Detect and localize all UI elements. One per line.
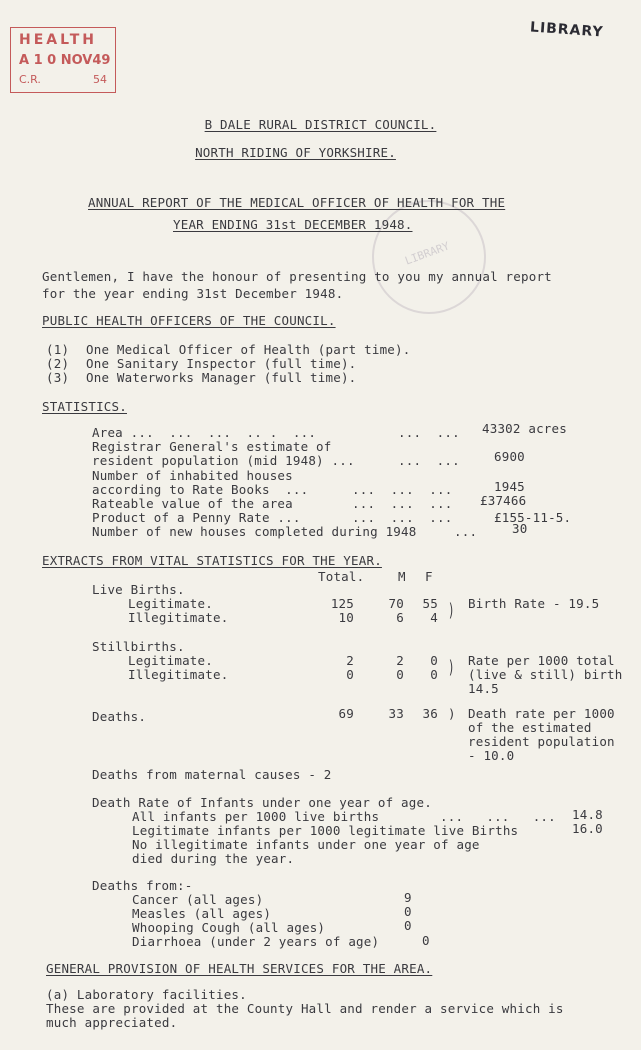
lb-illegit-f: 4: [430, 610, 438, 625]
infant-all-label: All infants per 1000 live births: [132, 809, 380, 824]
cause-cancer: Cancer (all ages): [132, 892, 264, 907]
stat-label-1: Area ... ... ... .. . ...: [92, 425, 317, 440]
stat-value-5: 1945: [494, 479, 525, 494]
birth-rate: Birth Rate - 19.5: [468, 596, 600, 611]
cause-diarrhoea: Diarrhoea (under 2 years of age): [132, 934, 380, 949]
live-births-label: Live Births.: [92, 582, 185, 597]
officer-text-2: One Sanitary Inspector (full time).: [86, 356, 357, 371]
stat-value-6: £37466: [480, 493, 527, 508]
col-f-header: F: [425, 569, 433, 584]
stat-dots-7: ... ... ...: [352, 510, 461, 525]
lab-text-1: These are provided at the County Hall and render a service which is: [46, 1001, 564, 1016]
infant-none-1: No illegitimate infants under one year of age: [132, 837, 480, 852]
sb-illegit-total: 0: [346, 667, 354, 682]
deaths-m: 33: [388, 706, 404, 721]
lb-bracket: ): [448, 600, 455, 621]
lab-facilities: (a) Laboratory facilities.: [46, 987, 247, 1002]
stamp-line-4: 54: [93, 73, 107, 86]
col-total-header: Total.: [318, 569, 365, 584]
vital-heading: EXTRACTS FROM VITAL STATISTICS FOR THE YEAR.: [42, 553, 382, 568]
still-rate-1: Rate per 1000 total: [468, 653, 615, 668]
sb-legit-f: 0: [430, 653, 438, 668]
stat-value-7: £155-11-5.: [494, 510, 572, 525]
infant-legit-label: Legitimate infants per 1000 legitimate live Births: [132, 823, 519, 838]
watermark-text: LIBRARY: [403, 239, 452, 268]
infant-legit-value: 16.0: [572, 821, 603, 836]
statistics-heading: STATISTICS.: [42, 399, 127, 414]
cause-measles: Measles (all ages): [132, 906, 272, 921]
death-rate-3: resident population: [468, 734, 615, 749]
lb-illegit-m: 6: [396, 610, 404, 625]
stat-label-4: Number of inhabited houses: [92, 468, 293, 483]
stat-label-7: Product of a Penny Rate ...: [92, 510, 301, 525]
still-rate-2: (live & still) birth: [468, 667, 623, 682]
stillbirths-label: Stillbirths.: [92, 639, 185, 654]
lb-legit-label: Legitimate.: [128, 596, 213, 611]
cause-whooping-value: 0: [404, 918, 412, 933]
officer-text-3: One Waterworks Manager (full time).: [86, 370, 357, 385]
stamp-line-1: HEALTH: [19, 32, 97, 48]
library-stamp: LIBRARY: [529, 19, 605, 41]
officer-text-1: One Medical Officer of Health (part time).: [86, 342, 411, 357]
stat-dots-8: ...: [454, 524, 485, 539]
deaths-from-label: Deaths from:-: [92, 878, 193, 893]
cause-whooping: Whooping Cough (all ages): [132, 920, 326, 935]
lb-legit-f: 55: [422, 596, 438, 611]
stat-label-5: according to Rate Books ...: [92, 482, 309, 497]
deaths-f: 36: [422, 706, 438, 721]
stat-value-8: 30: [512, 521, 528, 536]
stat-dots-1: ... ...: [398, 425, 468, 440]
report-title-line-2: YEAR ENDING 31st DECEMBER 1948.: [173, 217, 413, 232]
stat-value-3: 6900: [494, 449, 525, 464]
cause-measles-value: 0: [404, 904, 412, 919]
officers-heading: PUBLIC HEALTH OFFICERS OF THE COUNCIL.: [42, 313, 336, 328]
sb-legit-m: 2: [396, 653, 404, 668]
col-m-header: M: [398, 569, 406, 584]
infant-none-2: died during the year.: [132, 851, 295, 866]
stat-label-6: Rateable value of the area: [92, 496, 293, 511]
sb-illegit-label: Illegitimate.: [128, 667, 229, 682]
death-rate-4: - 10.0: [468, 748, 515, 763]
stat-dots-3: ... ...: [398, 453, 468, 468]
maternal-deaths: Deaths from maternal causes - 2: [92, 767, 332, 782]
sb-legit-label: Legitimate.: [128, 653, 213, 668]
lab-text-2: much appreciated.: [46, 1015, 178, 1030]
sb-bracket: ): [448, 657, 455, 678]
infant-all-dots: ... ... ...: [440, 809, 556, 824]
stat-dots-6: ... ... ...: [352, 496, 453, 511]
stamp-line-3: C.R.: [19, 73, 41, 86]
lb-legit-total: 125: [330, 596, 354, 611]
death-rate-2: of the estimated: [468, 720, 592, 735]
intro-line-1: Gentlemen, I have the honour of presenting to you my annual report: [42, 269, 552, 284]
still-rate-3: 14.5: [468, 681, 499, 696]
death-rate-1: Death rate per 1000: [468, 706, 615, 721]
general-heading: GENERAL PROVISION OF HEALTH SERVICES FOR THE AREA.: [46, 961, 433, 976]
cause-diarrhoea-value: 0: [422, 933, 430, 948]
deaths-total: 69: [338, 706, 354, 721]
deaths-label: Deaths.: [92, 709, 147, 724]
sb-illegit-m: 0: [396, 667, 404, 682]
sb-legit-total: 2: [346, 653, 354, 668]
stat-label-8: Number of new houses completed during 1948: [92, 524, 417, 539]
lb-illegit-total: 10: [338, 610, 354, 625]
riding-title: NORTH RIDING OF YORKSHIRE.: [195, 145, 396, 160]
stat-dots-5: ... ... ...: [352, 482, 461, 497]
infant-all-value: 14.8: [572, 807, 603, 822]
council-title: B DALE RURAL DISTRICT COUNCIL.: [204, 117, 437, 132]
intro-line-2: for the year ending 31st December 1948.: [42, 286, 344, 301]
report-title-line-1: ANNUAL REPORT OF THE MEDICAL OFFICER OF HEALTH FOR THE: [88, 195, 506, 210]
lb-illegit-label: Illegitimate.: [128, 610, 229, 625]
deaths-bracket: ): [448, 706, 456, 721]
infant-heading: Death Rate of Infants under one year of age.: [92, 795, 432, 810]
lb-legit-m: 70: [388, 596, 404, 611]
stamp-line-2: A 1 0 NOV49: [19, 53, 111, 68]
stat-label-3: resident population (mid 1948) ...: [92, 453, 355, 468]
sb-illegit-f: 0: [430, 667, 438, 682]
health-received-stamp: [10, 27, 116, 93]
officer-num-1: (1): [46, 342, 70, 357]
stat-value-1: 43302 acres: [482, 421, 567, 436]
officer-num-3: (3): [46, 370, 70, 385]
stat-label-2: Registrar General's estimate of: [92, 439, 332, 454]
officer-num-2: (2): [46, 356, 70, 371]
cause-cancer-value: 9: [404, 890, 412, 905]
